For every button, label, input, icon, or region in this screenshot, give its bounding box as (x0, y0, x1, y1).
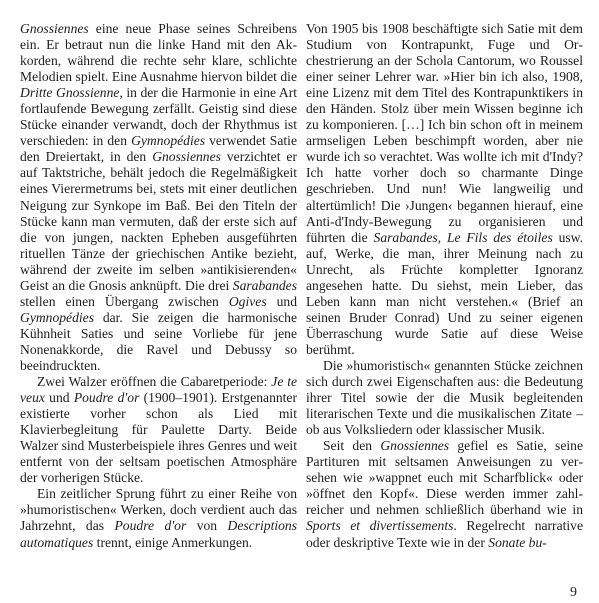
paragraph (20, 374, 297, 486)
text-run: Zwei Walzer eröffnen die Cabaretperiode: (37, 374, 272, 390)
italic-title: Descriptions automatiques (20, 518, 298, 550)
text-run: trennt, einige Anmerkungen. (93, 534, 253, 550)
text-run: Ein zeitlicher Sprung führt zu einer Reihe von »humoristischen« Werken, doch verdient auch das Jahrzehnt, das (20, 486, 297, 534)
text-run: (1900–1901). Erstgenannter existierte vorher schon als Lied mit Klavierbegleitung für Paulette Darty. Beide Walzer sind Musterbeispiele ihres Genres und weit entfernt von der seltsam poetischen Atmosphäre der vorherigen Stücke. (20, 390, 297, 486)
italic-title: Sarabandes (373, 229, 438, 245)
text-run: Von 1905 bis 1908 beschäftigte sich Satie mit dem Studium von Kontrapunkt, Fuge und Orchestrierung an der Schola Cantorum, wo Roussel einer seiner Lehrer war. »Hier bin ich also, 1908, eine Lizenz mit dem Titel des Kontrapunktikers in den Händen. Stolz über mein Wissen beginne ich zu komponieren. […] Ich bin schon oft in meinem armseligen Leben beschimpft worden, aber nie wurde ich so verachtet. Was wollte ich mit d'Indy? Ich hatte vorher doch so charmante Dinge geschrieben. Und nun! Wie langweilig und altertümlich! Die ›Jungen‹ begannen hierauf, eine Anti-d'Indy-Bewegung zu organisieren und führten die (306, 21, 583, 245)
italic-title: Gnossiennes (20, 21, 89, 36)
text-run: , in der die Harmonie in eine Art fortlaufende Bewegung zerfällt. Geistig sind diese Stücke einander verwandt, doch der Rhythmus ist verschieden: in den (20, 85, 297, 149)
italic-title: Sarabandes (232, 277, 297, 293)
text-run: Seit den (323, 438, 381, 454)
text-run: verzichtet er auf Taktstriche, behält jedoch die Regelmäßigkeit eines Vierermetrums bei, stets mit einer deutlichen Neigung zur Synkope im Baß. Bei den Titeln der Stücke kann man vermuten, daß der erste sich auf die von jungen, nackten Epheben ausgeführten rituellen Tänze der griechischen Antike bezieht, während der zweite im selben »antikisierenden« Geist an die Gnosis anknüpft. Die drei (20, 149, 297, 293)
italic-title: Dritte Gnossienne (20, 85, 120, 101)
italic-title: Sports et divertissements (306, 518, 454, 534)
paragraph (306, 21, 583, 358)
italic-title: Le Fils des étoiles (446, 229, 553, 245)
text-run: eine neue Phase seines Schreibens ein. Er betraut nun die linke Hand mit den Akkorden, während die rechte sehr klare, schlichte Melodien spielt. Eine Ausnahme hiervon bildet die (20, 21, 297, 85)
text-run: verwendet Satie den Dreiertakt, in den (20, 133, 297, 165)
paragraph (306, 358, 583, 438)
italic-title: Poudre d'or (114, 518, 187, 534)
text-run: usw. auf, Werke, die man, ihrer Meinung nach zu Unrecht, als Früchte kompletter Ignoranz angesehen hatte. Du siehst, mein Lieber, das Leben kann man nicht verstehen.« (Brief an seinen Bruder Conrad) Und zu seiner eigenen Überraschung wurde Satie auf diese Weise berühmt. (306, 229, 583, 357)
paragraph (20, 21, 297, 374)
italic-title: Ogives (228, 293, 267, 309)
right-text-column (306, 21, 583, 551)
italic-title: Gnossiennes (152, 149, 221, 165)
text-run: gefiel es Satie, seine Partituren mit seltsamen Anweisungen zu versehen wie »wappnet euch mit Scharfblick« oder »öffnet den Kopf«. Diese werden immer zahlreicher und nehmen schließlich überhand wie in (306, 438, 583, 518)
text-run: . Regelrecht narrative oder deskriptive Texte wie in der (306, 518, 584, 550)
italic-title: Je te veux (20, 374, 298, 406)
text-run: stellen einen Übergang zwischen (20, 293, 229, 309)
text-run: Die »humoristisch« genannten Stücke zeichnen sich durch zwei Eigenschaften aus: die Bedeutung ihrer Titel sowie der die Musik begleitenden literarischen Texte und die musikalischen Zitate – ob aus Volksliedern oder klassischer Musik. (306, 357, 583, 438)
italic-title: Gymnopédies (20, 309, 94, 325)
text-run: und (266, 293, 297, 309)
left-text-column (20, 21, 297, 551)
text-run: und (44, 390, 74, 406)
text-run: , (437, 229, 447, 245)
paragraph (306, 438, 583, 550)
italic-title: Gymnopédies (131, 133, 206, 149)
page-number: 9 (570, 585, 577, 600)
text-run: von (186, 518, 228, 534)
italic-title: Poudre d'or (73, 390, 140, 406)
italic-title: Gnossiennes (380, 438, 450, 454)
text-run: dar. Sie zeigen die harmonische Kühnheit Saties und seine Vorliebe für jene Nonenakkorde, die Ravel und Debussy so beeindruckten. (20, 309, 297, 373)
italic-title: Sonate bu- (488, 534, 547, 550)
paragraph (20, 486, 297, 550)
